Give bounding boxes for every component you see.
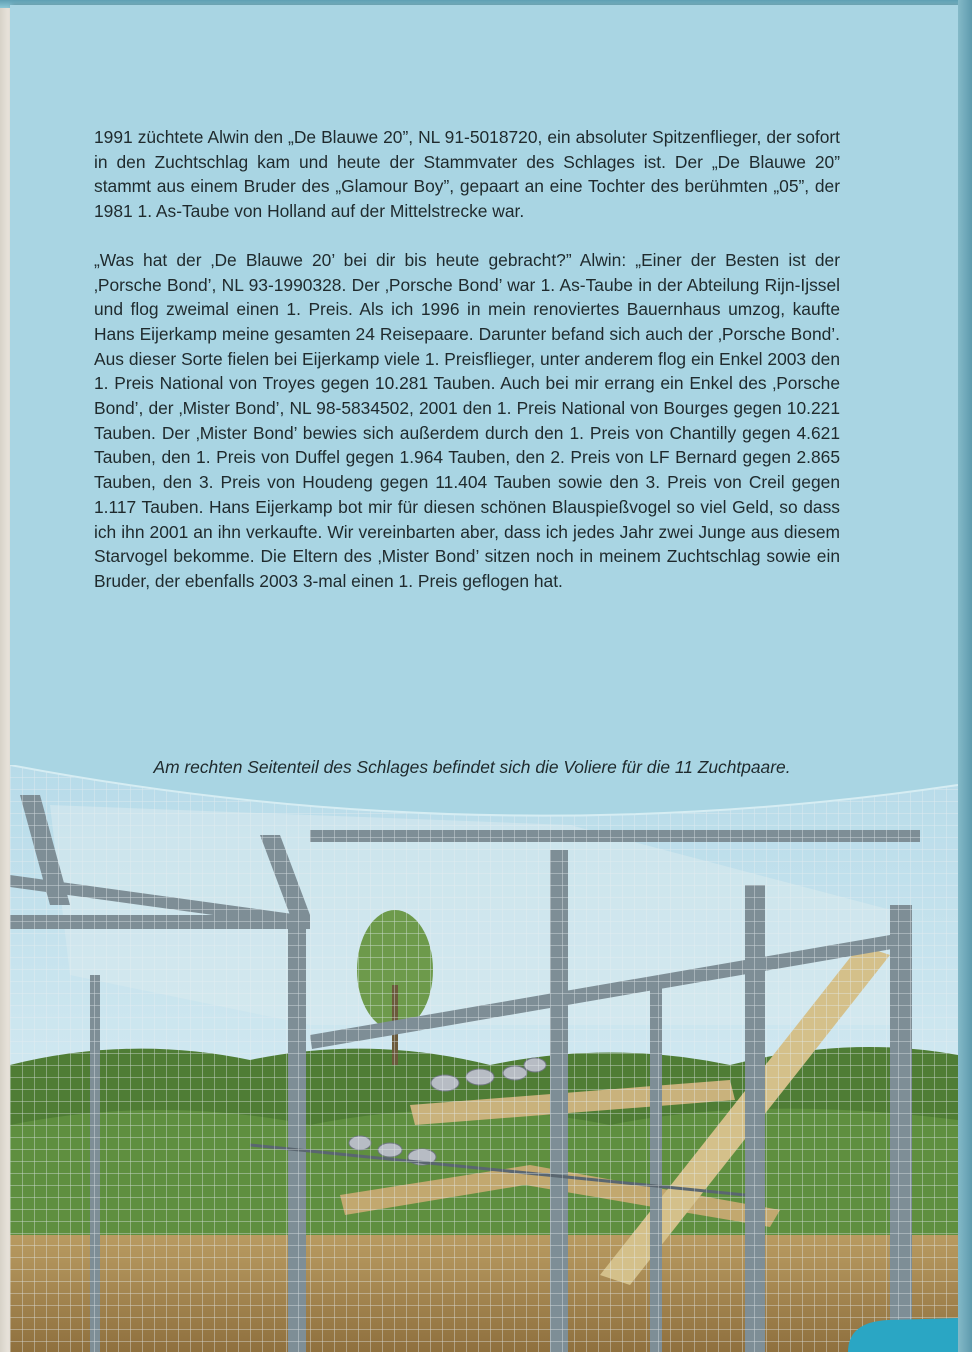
aviary-photo — [10, 765, 958, 1352]
photo-caption: Am rechten Seitenteil des Schlages befindet sich die Voliere für die 11 Zuchtpaare. — [153, 757, 791, 777]
paragraph-2: „Was hat der ‚De Blauwe 20’ bei dir bis heute gebracht?” Alwin: „Einer der Besten ist der ‚Porsche Bond’, NL 93-1990328. Der ‚Porsche Bond’ war 1. As-Taube in der Abteilung Rijn-Ijssel und flog zweimal einen 1. Preis. Als ich 1996 in mein renoviertes Bauernhaus umzog, kaufte Hans Eijerkamp meine gesamten 24 Reisepaare. Darunter befand sich auch der ‚Porsche Bond’. Aus dieser Sorte fielen bei Eijerkamp viele 1. Preisflieger, unter anderem flog ein Enkel 2003 den 1. Preis National von Troyes gegen 10.281 Tauben. Auch bei mir errang ein Enkel des ‚Porsche Bond’, der ‚Mister Bond’, NL 98-5834502, 2001 den 1. Preis National von Bourges gegen 10.221 Tauben. Der ‚Mister Bond’ bewies sich außerdem durch den 1. Preis von Chantilly gegen 4.621 Tauben, den 1. Preis von Duffel gegen 1.964 Tauben, den 2. Preis von LF Bernard gegen 2.865 Tauben, den 3. Preis von Houdeng gegen 11.404 Tauben sowie den 3. Preis von Creil gegen 1.117 Tauben. Hans Eijerkamp bot mir für diesen schönen Blauspießvogel so viel Geld, so dass ich ihn 2001 an ihn verkaufte. Wir vereinbarten aber, dass ich jedes Jahr zwei Junge aus diesem Starvogel bekomme. Die Eltern des ‚Mister Bond’ sitzen noch in meinem Zuchtschlag sowie ein Bruder, der ebenfalls 2003 3-mal einen 1. Preis geflogen hat. — [94, 249, 840, 591]
magazine-page — [10, 5, 958, 1352]
paragraph-1: 1991 züchtete Alwin den „De Blauwe 20”, NL 91-5018720, ein absoluter Spitzenflieger, der sofort in den Zuchtschlag kam und heute der Stammvater des Schlages ist. Der „De Blauwe 20” stammt aus einem Bruder des „Glamour Boy”, gepaart an eine Tochter des berühmten „05”, der 1981 1. As-Taube von Holland auf der Mittelstrecke war. — [94, 127, 840, 222]
page-right-edge — [958, 0, 972, 1352]
article-body — [94, 125, 840, 618]
page-corner-tab — [828, 1312, 958, 1352]
